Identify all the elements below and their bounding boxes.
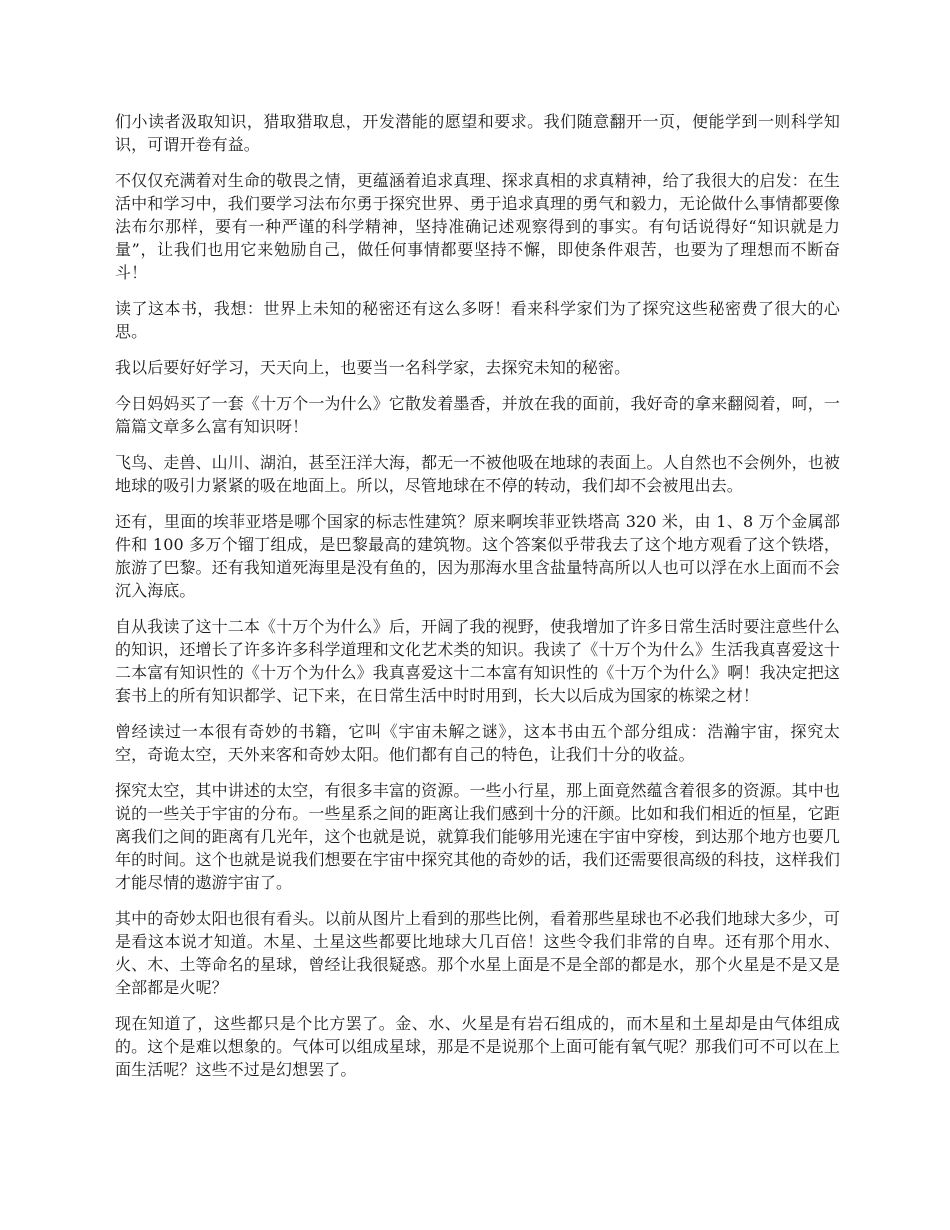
paragraph: 曾经读过一本很有奇妙的书籍，它叫《宇宙未解之谜》，这本书由五个部分组成：浩瀚宇宙，探究太空，奇诡太空，天外来客和奇妙太阳。他们都有自己的特色，让我们十分的收益。 bbox=[115, 722, 840, 764]
paragraph: 探究太空，其中讲述的太空，有很多丰富的资源。一些小行星，那上面竟然蕴含着很多的资源。其中也说的一些关于宇宙的分布。一些星系之间的距离让我们感到十分的汗颜。比如和我们相近的恒星，它距离我们之间的距离有几光年，这个也就是说，就算我们能够用光速在宇宙中穿梭，到达那个地方也要几年的时间。这个也就是说我们想要在宇宙中探究其他的奇妙的话，我们还需要很高级的科技，这样我们才能尽情的遨游宇宙了。 bbox=[115, 781, 840, 892]
paragraph: 其中的奇妙太阳也很有看头。以前从图片上看到的那些比例，看着那些星球也不必我们地球大多少，可是看这本说才知道。木星、土星这些都要比地球大几百倍！这些令我们非常的自卑。还有那个用水、火、木、土等命名的星球，曾经让我很疑惑。那个水星上面是不是全部的都是水，那个火星是不是又是全部都是火呢？ bbox=[115, 909, 840, 997]
paragraph: 现在知道了，这些都只是个比方罢了。金、水、火星是有岩石组成的，而木星和土星却是由气体组成的。这个是难以想象的。气体可以组成星球，那是不是说那个上面可能有氧气呢？那我们可不可以在上面生活呢？这些不过是幻想罢了。 bbox=[115, 1014, 840, 1079]
paragraph: 不仅仅充满着对生命的敬畏之情，更蕴涵着追求真理、探求真相的求真精神，给了我很大的启发：在生活中和学习中，我们要学习法布尔勇于探究世界、勇于追求真理的勇气和毅力，无论做什么事情都要像法布尔那样，要有一种严谨的科学精神，坚持准确记述观察得到的事实。有句话说得好“知识就是力量”，让我们也用它来勉励自己，做任何事情都要坚持不懈，即使条件艰苦，也要为了理想而不断奋斗！ bbox=[115, 171, 840, 282]
paragraph: 还有，里面的埃菲亚塔是哪个国家的标志性建筑？原来啊埃菲亚铁塔高 320 米，由 1、8 万个金属部件和 100 多万个镏丁组成，是巴黎最高的建筑物。这个答案似乎带我去了这个地方观看了这个铁塔，旅游了巴黎。还有我知道死海里是没有鱼的，因为那海水里含盐量特高所以人也可以浮在水上面而不会沉入海底。 bbox=[115, 512, 840, 600]
paragraph: 读了这本书，我想：世界上未知的秘密还有这么多呀！看来科学家们为了探究这些秘密费了很大的心思。 bbox=[115, 299, 840, 341]
document-body bbox=[115, 110, 840, 1094]
paragraph: 我以后要好好学习，天天向上，也要当一名科学家，去探究未知的秘密。 bbox=[115, 358, 631, 377]
paragraph: 自从我读了这十二本《十万个为什么》后，开阔了我的视野，使我增加了许多日常生活时要注意些什么的知识，还增长了许多许多科学道理和文化艺术类的知识。我读了《十万个为什么》生活我真喜爱这十二本富有知识性的《十万个为什么》我真喜爱这十二本富有知识性的《十万个为什么》啊！我决定把这套书上的所有知识都学、记下来，在日常生活中时时用到，长大以后成为国家的栋梁之材！ bbox=[115, 617, 840, 705]
paragraph: 们小读者汲取知识，猎取猎取息，开发潜能的愿望和要求。我们随意翻开一页，便能学到一则科学知识，可谓开卷有益。 bbox=[115, 112, 840, 154]
paragraph: 今日妈妈买了一套《十万个一为什么》它散发着墨香，并放在我的面前，我好奇的拿来翻阅着，呵，一篇篇文章多么富有知识呀！ bbox=[115, 394, 840, 436]
paragraph: 飞鸟、走兽、山川、湖泊，甚至汪洋大海，都无一不被他吸在地球的表面上。人自然也不会例外，也被地球的吸引力紧紧的吸在地面上。所以，尽管地球在不停的转动，我们却不会被甩出去。 bbox=[115, 453, 840, 495]
